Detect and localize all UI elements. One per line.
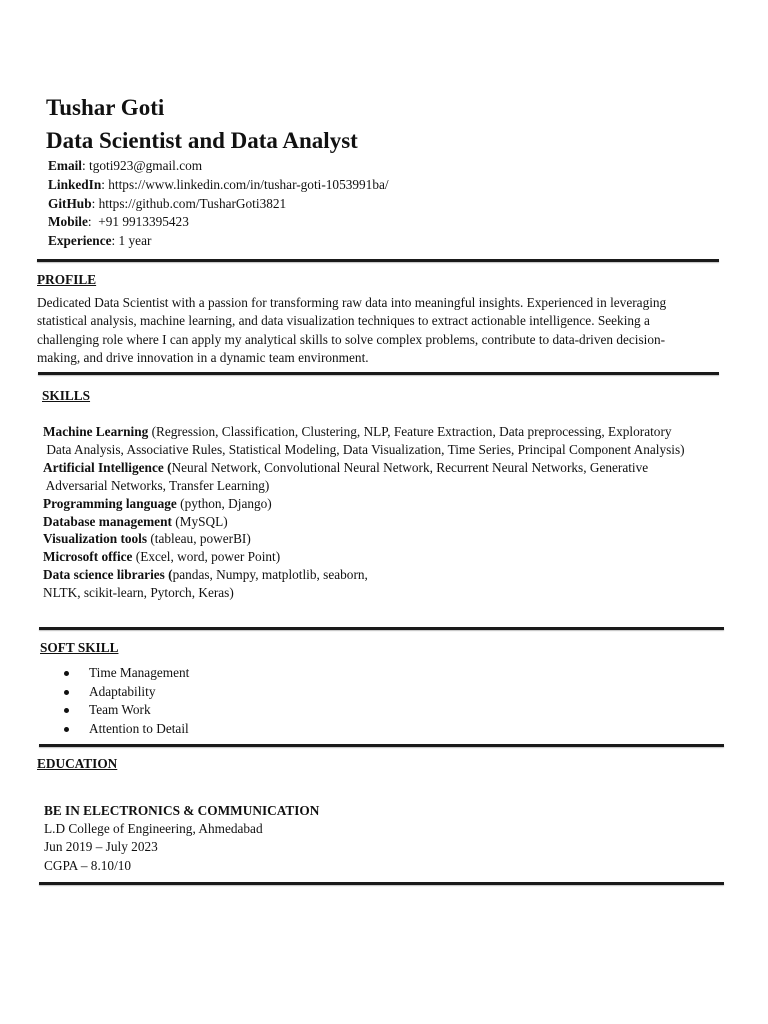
degree-title: BE IN ELECTRONICS & COMMUNICATION xyxy=(44,803,320,818)
list-item xyxy=(64,683,189,702)
contact-label: Mobile xyxy=(48,214,88,230)
soft-skill-label: Time Management xyxy=(89,665,190,680)
skill-detail: Neural Network, Convolutional Neural Network, Recurrent Neural Networks, Generative xyxy=(171,459,649,475)
skill-detail: (Regression, Classification, Clustering, NLP, Feature Extraction, Data preprocessing, Exploratory xyxy=(148,424,672,439)
contact-label: LinkedIn xyxy=(48,176,102,192)
mobile-number: +91 9913395423 xyxy=(98,214,189,230)
college-name: L.D College of Engineering, Ahmedabad xyxy=(44,821,263,837)
skill-detail: pandas, Numpy, matplotlib, seaborn, xyxy=(172,567,368,583)
skill-detail: (tableau, powerBI) xyxy=(147,531,251,547)
skill-label: Data science libraries ( xyxy=(43,567,173,583)
profile-summary xyxy=(37,294,737,368)
skills-heading: SKILLS xyxy=(42,388,91,403)
skill-detail-cont: Data Analysis, Associative Rules, Statistical Modeling, Data Visualization, Time Series, Principal Component Analysis) xyxy=(43,441,685,457)
divider xyxy=(38,372,719,375)
skill-item xyxy=(43,495,685,513)
candidate-name: Tushar Goti xyxy=(46,95,165,120)
contact-github xyxy=(48,195,389,214)
skill-label: Artificial Intelligence ( xyxy=(43,459,172,475)
soft-skill-label: Team Work xyxy=(89,702,151,718)
profile-line: making, and drive innovation in a dynamic team environment. xyxy=(37,350,369,366)
contact-email xyxy=(48,157,389,176)
contact-label: GitHub xyxy=(48,195,92,211)
skill-item xyxy=(43,459,685,477)
skill-item xyxy=(43,530,685,548)
profile-line: Dedicated Data Scientist with a passion for transforming raw data into meaningful insights. Experienced in leveraging xyxy=(37,295,667,310)
divider xyxy=(39,744,724,747)
profile-line: challenging role where I can apply my analytical skills to solve complex problems, contribute to data-driven decision- xyxy=(37,331,666,347)
contact-sep: : xyxy=(111,233,119,249)
education-entry xyxy=(44,802,319,875)
soft-skill-label: Attention to Detail xyxy=(89,720,189,736)
skills-list xyxy=(43,423,685,602)
contact-linkedin xyxy=(48,176,389,195)
skill-item xyxy=(43,513,685,531)
skill-detail: (python, Django) xyxy=(176,495,272,511)
contact-experience xyxy=(48,232,389,251)
list-item xyxy=(64,664,189,683)
contact-label: Experience xyxy=(48,233,112,249)
skill-label: Visualization tools xyxy=(43,531,148,547)
study-period: Jun 2019 – July 2023 xyxy=(44,839,158,855)
divider xyxy=(39,627,724,630)
bullet-icon xyxy=(64,708,69,713)
skill-item xyxy=(43,566,685,584)
skill-label: Database management xyxy=(43,513,172,529)
skill-label: Programming language xyxy=(43,495,177,511)
candidate-role: Data Scientist and Data Analyst xyxy=(46,128,358,153)
divider xyxy=(37,259,719,262)
linkedin-link[interactable]: https://www.linkedin.com/in/tushar-goti-1053991ba/ xyxy=(108,176,389,192)
contact-sep: : xyxy=(87,214,99,230)
experience-value: 1 year xyxy=(118,233,152,249)
skill-item xyxy=(43,548,685,566)
bullet-icon xyxy=(64,671,69,676)
skill-label: Microsoft office xyxy=(43,549,133,565)
bullet-icon xyxy=(64,727,69,732)
email-link[interactable]: tgoti923@gmail.com xyxy=(89,158,203,173)
profile-heading: PROFILE xyxy=(37,272,97,287)
cgpa-value: CGPA – 8.10/10 xyxy=(44,857,132,873)
contact-sep: : xyxy=(101,176,109,192)
profile-line: statistical analysis, machine learning, and data visualization techniques to extract actionable intelligence. Seeking a xyxy=(37,313,650,329)
skill-detail-cont: NLTK, scikit-learn, Pytorch, Keras) xyxy=(43,585,234,601)
education-heading: EDUCATION xyxy=(37,756,118,771)
list-item xyxy=(64,720,189,739)
skill-detail-cont: Adversarial Networks, Transfer Learning) xyxy=(43,477,270,493)
contact-sep: : xyxy=(91,195,99,211)
skill-item xyxy=(43,423,685,441)
divider xyxy=(39,882,724,885)
contact-mobile xyxy=(48,213,389,232)
skill-detail: (MySQL) xyxy=(171,513,228,529)
contact-label: Email xyxy=(48,158,82,173)
soft-skill-label: Adaptability xyxy=(89,683,156,699)
list-item xyxy=(64,701,189,720)
soft-skill-list xyxy=(64,664,189,738)
github-link[interactable]: https://github.com/TusharGoti3821 xyxy=(98,195,287,211)
skill-label: Machine Learning xyxy=(43,424,149,439)
contact-sep: : xyxy=(81,158,90,173)
soft-skill-heading: SOFT SKILL xyxy=(40,640,119,655)
bullet-icon xyxy=(64,690,69,695)
skill-detail: (Excel, word, power Point) xyxy=(132,549,281,565)
contact-block xyxy=(48,157,389,251)
